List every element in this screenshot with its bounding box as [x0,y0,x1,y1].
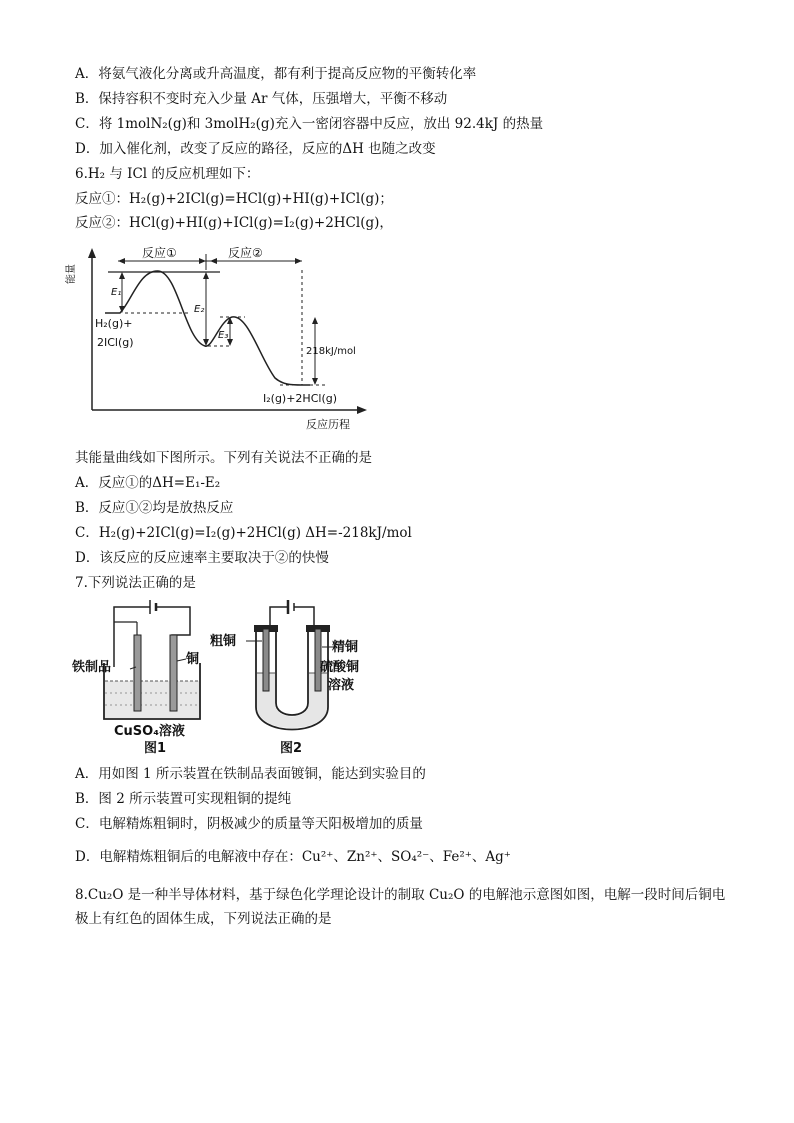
label-reactant-1: H₂(g)+ [95,317,133,330]
q6-caption: 其能量曲线如下图所示。下列有关说法不正确的是 [75,450,372,466]
fig1-caption: 图1 [144,741,167,756]
x-axis-label: 反应历程 [306,418,350,431]
figure-2-refining-cell [210,597,370,757]
label-reaction-1: 反应① [142,246,177,260]
q6-reaction-2: 反应②：HCl(g)+HI(g)+ICl(g)=I₂(g)+2HCl(g)， [75,215,393,231]
label-e3: E₃ [218,330,229,341]
label-delta-h: 218kJ/mol [306,346,356,357]
q7-stem: 7.下列说法正确的是 [75,575,196,591]
q8-stem-line-2: 极上有红色的固体生成，下列说法正确的是 [75,911,332,927]
fig1-label-copper: 铜 [186,652,200,667]
fig2-label-refined-copper: 精铜 [332,640,359,655]
q8-stem-line-1: 8.Cu₂O 是一种半导体材料，基于绿色化学理论设计的制取 Cu₂O 的电解池示意图如图，电解一段时间后铜电 [75,887,726,903]
q7-option-d: D．电解精炼粗铜后的电解液中存在：Cu²⁺、Zn²⁺、SO₄²⁻、Fe²⁺、Ag⁺ [75,849,511,865]
figure-1-plating-cell [72,597,212,757]
q6-option-c: C．H₂(g)+2ICl(g)=I₂(g)+2HCl(g) ΔH=-218kJ/mol [75,525,412,541]
q7-option-c: C．电解精炼粗铜时，阴极减少的质量等天阳极增加的质量 [75,816,423,832]
label-product: I₂(g)+2HCl(g) [263,392,338,405]
q6-option-d: D．该反应的反应速率主要取决于②的快慢 [75,550,329,566]
q6-option-a: A．反应①的ΔH=E₁-E₂ [75,475,221,491]
y-axis-label: 能量 [66,264,77,284]
fig2-caption: 图2 [280,741,303,756]
fig2-label-crude-copper: 粗铜 [210,634,237,649]
label-e2: E₂ [194,304,205,315]
q5-option-b: B．保持容积不变时充入少量 Ar 气体，压强增大，平衡不移动 [75,91,448,107]
energy-profile-diagram [66,240,370,440]
q6-stem: 6.H₂ 与 ICl 的反应机理如下： [75,166,260,182]
q5-option-c: C．将 1molN₂(g)和 3molH₂(g)充入一密闭容器中反应，放出 92.4kJ 的热量 [75,116,544,132]
fig1-label-iron: 铁制品 [72,660,112,675]
q7-option-a: A．用如图 1 所示装置在铁制品表面镀铜，能达到实验目的 [75,766,426,782]
fig1-label-solution: CuSO₄溶液 [114,724,185,739]
fig2-label-solution-1: 硫酸铜 [320,660,360,675]
label-reactant-2: 2ICl(g) [97,336,134,349]
label-reaction-2: 反应② [228,246,263,260]
q6-option-b: B．反应①②均是放热反应 [75,500,234,516]
q5-option-a: A．将氨气液化分离或升高温度，都有利于提高反应物的平衡转化率 [75,66,477,82]
q7-option-b: B．图 2 所示装置可实现粗铜的提纯 [75,791,292,807]
fig2-label-solution-2: 溶液 [328,678,355,693]
q6-reaction-1: 反应①：H₂(g)+2ICl(g)=HCl(g)+HI(g)+ICl(g)； [75,191,393,207]
label-e1: E₁ [111,287,122,298]
q5-option-d: D．加入催化剂，改变了反应的路径，反应的ΔH 也随之改变 [75,141,436,157]
